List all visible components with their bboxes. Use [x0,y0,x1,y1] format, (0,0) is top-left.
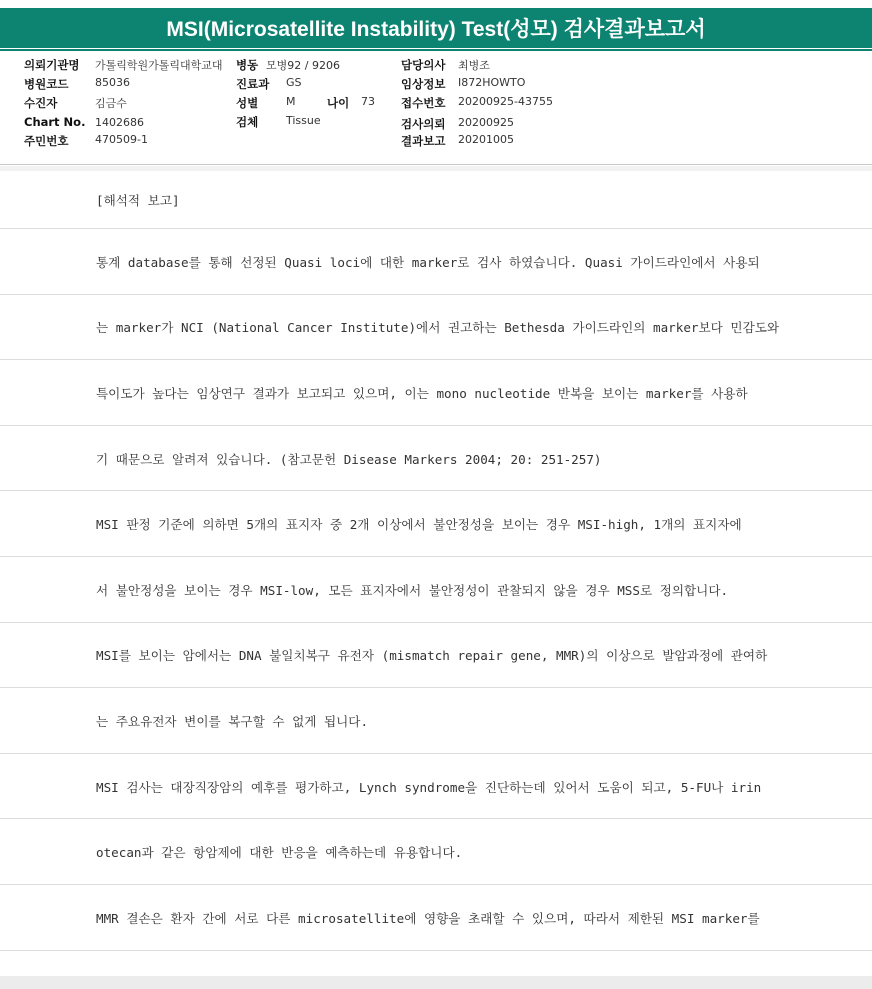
chart-no-value: 1402686 [95,116,144,129]
ward-value: 모병92 / 9206 [266,59,340,72]
chart-no-label: Chart No. [24,115,86,129]
report-line: [해석적 보고] [0,171,872,229]
report-date-value: 20201005 [458,133,514,146]
patient-label: 수진자 [24,96,58,110]
resident-no-value: 470509-1 [95,133,148,146]
report-title: MSI(Microsatellite Instability) Test(성모) 검사결과보고서 [0,8,872,48]
patient-value: 김금수 [95,97,127,110]
report-line: 특이도가 높다는 임상연구 결과가 보고되고 있으며, 이는 mono nucleotide 반복을 보이는 marker를 사용하 [0,360,872,426]
report-line: 서 불안정성을 보이는 경우 MSI-low, 모든 표지자에서 불안정성이 관찰되지 않을 경우 MSS로 정의합니다. [0,557,872,623]
doctor-label: 담당의사 [401,58,446,72]
department-label: 진료과 [236,77,270,91]
report-line: MSI 판정 기준에 의하면 5개의 표지자 중 2개 이상에서 불안정성을 보이는 경우 MSI-high, 1개의 표지자에 [0,491,872,557]
report-line: 는 주요유전자 변이를 복구할 수 없게 됩니다. [0,688,872,754]
report-line: MSI를 보이는 암에서는 DNA 불일치복구 유전자 (mismatch repair gene, MMR)의 이상으로 발암과정에 관여하 [0,623,872,689]
age-label: 나이 [327,96,350,110]
clinical-info-label: 임상정보 [401,77,446,91]
age-value: 73 [361,95,375,108]
patient-info-panel [0,50,872,165]
receipt-no-value: 20200925-43755 [458,95,553,108]
report-line: 기 때문으로 알려져 있습니다. (참고문헌 Disease Markers 2004; 20: 251-257) [0,426,872,492]
footer-scroll-area[interactable] [0,976,872,989]
hospital-code-value: 85036 [95,76,130,89]
sex-label: 성별 [236,96,259,110]
report-body [0,171,872,951]
request-date-label: 검사의뢰 [401,117,446,131]
doctor-value: 최병조 [458,59,490,72]
receipt-no-label: 접수번호 [401,96,446,110]
report-line: 통계 database를 통해 선정된 Quasi loci에 대한 marker로 검사 하였습니다. Quasi 가이드라인에서 사용되 [0,229,872,295]
report-date-label: 결과보고 [401,134,446,148]
ward-label: 병동 [236,58,259,72]
hospital-code-label: 병원코드 [24,77,69,91]
specimen-label: 검체 [236,115,259,129]
report-line: 는 marker가 NCI (National Cancer Institute)에서 권고하는 Bethesda 가이드라인의 marker보다 민감도와 [0,295,872,361]
clinical-info-value: I872HOWTO [458,76,526,89]
report-line: MSI 검사는 대장직장암의 예후를 평가하고, Lynch syndrome을 진단하는데 있어서 도움이 되고, 5-FU나 irin [0,754,872,820]
resident-no-label: 주민번호 [24,134,69,148]
requesting-org-label: 의뢰기관명 [24,58,80,72]
department-value: GS [286,76,302,89]
request-date-value: 20200925 [458,116,514,129]
requesting-org-value: 가톨릭학원가톨릭대학교대 [95,59,223,72]
sex-value: M [286,95,296,108]
report-line: MMR 결손은 환자 간에 서로 다른 microsatellite에 영향을 초래할 수 있으며, 따라서 제한된 MSI marker를 [0,885,872,951]
specimen-value: Tissue [286,114,321,127]
report-line: otecan과 같은 항암제에 대한 반응을 예측하는데 유용합니다. [0,819,872,885]
